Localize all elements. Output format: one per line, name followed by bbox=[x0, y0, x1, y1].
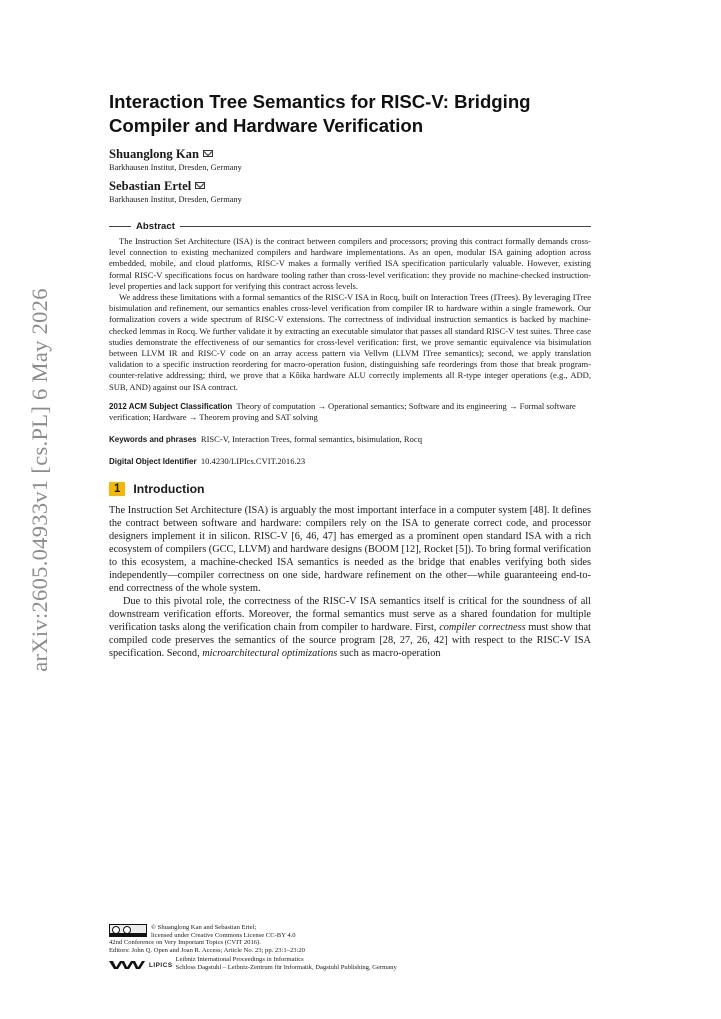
body-paragraph bbox=[109, 595, 591, 660]
section-body bbox=[109, 504, 591, 660]
abstract-rule bbox=[109, 226, 131, 227]
author-name bbox=[109, 179, 591, 194]
abstract-rule bbox=[180, 226, 591, 227]
editors-text: Editors: John Q. Open and Joan R. Access; Article No. 23; pp. 23:1–23:20 bbox=[109, 947, 305, 955]
publisher-text: Schloss Dagstuhl – Leibniz-Zentrum für Informatik, Dagstuhl Publishing, Germany bbox=[175, 963, 397, 971]
page-footer bbox=[109, 924, 591, 971]
mail-icon[interactable] bbox=[203, 150, 213, 157]
license-row bbox=[109, 924, 591, 939]
abstract-body bbox=[109, 236, 591, 393]
text-run: Due to this pivotal role, the correctness of the RISC-V ISA semantics itself is critical for the soundness of all downstream verification efforts. Moreover, the formal semantics must serve as a shared foundation for multiple verification tasks along the verification chain from compiler to hardware. First, bbox=[109, 595, 591, 633]
lipics-logo-icon bbox=[109, 956, 147, 970]
acm-label: 2012 ACM Subject Classification bbox=[109, 401, 233, 411]
author-affiliation: Barkhausen Institut, Dresden, Germany bbox=[109, 195, 242, 204]
author-name-text: Shuanglong Kan bbox=[109, 147, 199, 161]
copyright-text: © Shuanglong Kan and Sebastian Ertel; bbox=[151, 924, 257, 931]
arxiv-stamp-text: arXiv:2605.04933v1 [cs.PL] 6 May 2026 bbox=[27, 288, 52, 672]
license-text: licensed under Creative Commons License CC-BY 4.0 bbox=[151, 931, 296, 939]
doi-label: Digital Object Identifier bbox=[109, 457, 197, 467]
acm-classification bbox=[109, 401, 591, 423]
arxiv-stamp bbox=[10, 270, 70, 690]
abstract-label: Abstract bbox=[136, 221, 175, 232]
text-run: such as macro-operation bbox=[337, 647, 441, 659]
keywords-value: RISC-V, Interaction Trees, formal semantics, bisimulation, Rocq bbox=[200, 434, 422, 445]
doi-value[interactable]: 10.4230/LIPIcs.CVIT.2016.23 bbox=[200, 456, 306, 467]
paper-title: Interaction Tree Semantics for RISC-V: Bridging Compiler and Hardware Verification bbox=[109, 91, 531, 136]
cc-by-badge-icon[interactable] bbox=[109, 924, 147, 937]
section-heading bbox=[109, 482, 591, 496]
conference-text: 42nd Conference on Very Important Topics (CVIT 2016). bbox=[109, 939, 261, 947]
section-number: 1 bbox=[109, 482, 125, 496]
metadata bbox=[109, 401, 591, 468]
abstract-header bbox=[109, 221, 591, 232]
author-name bbox=[109, 147, 591, 162]
lipics-row bbox=[109, 956, 591, 971]
lipics-text bbox=[176, 956, 397, 971]
doi bbox=[109, 456, 591, 467]
lipics-wordmark: LIPICS bbox=[149, 961, 173, 969]
abstract-paragraph: We address these limitations with a formal semantics of the RISC-V ISA in Rocq, built on Interaction Trees (ITrees). By leveraging ITree bisimulation and refinement, our semantics enables cross-level verification from compiler IR to hardware within a single framework. Our formalization covers a wide spectrum of RISC-V extensions. The correctness of individual instruction semantics is backed by machine-checked lemmas in Rocq. We further validate it by extracting an executable simulator that passes all standard RISC-V test suites. Three case studies demonstrate the effectiveness of our semantics for cross-level verification: first, we prove semantic equivalence via bisimulation between LLVM IR and RISC-V code on an array access pattern via Vellvm (LLVM ITree semantics); second, we apply translation validation to a specific instruction reordering for macro-operation fusion, distinguishing safe reorderings from those that break program-counter-relative addressing; third, we prove that a Kôika hardware ALU correctly implements all R-type integer operations (e.g., ADD, SUB, AND) against our ISA contract. bbox=[109, 292, 591, 392]
paper-content bbox=[109, 90, 591, 660]
series-text: Leibniz International Proceedings in Informatics bbox=[175, 955, 304, 963]
section-title: Introduction bbox=[133, 481, 205, 496]
body-paragraph: The Instruction Set Architecture (ISA) is arguably the most important interface in a computer system [48]. It defines the contract between software and hardware: compilers rely on the ISA to generate correct code, and processor designers implement it in silicon. RISC-V [6, 46, 47] has emerged as a prominent open standard ISA with a rich ecosystem of compilers (GCC, LLVM) and hardware designs (BOOM [12], Rocket [5]). To bring formal verification to this ecosystem, a machine-checked ISA semantics is needed as the bridge that enables verifying both sides independently—compiler correctness on one side, hardware refinement on the other—while guaranteeing end-to-end correctness of the whole system. bbox=[109, 504, 591, 594]
author-block bbox=[109, 179, 591, 205]
author-block bbox=[109, 147, 591, 173]
emphasis-text: microarchitectural optimizations bbox=[202, 647, 338, 659]
abstract-paragraph: The Instruction Set Architecture (ISA) is the contract between compilers and processors; proving this contract formally demands cross-level connection to existing mechanized compilers and hardware implementations. As an open, modular ISA gaining adoption across embedded, mobile, and cloud platforms, RISC-V makes a formally verified ISA specification particularly valuable. However, existing formal RISC-V specifications focus on hardware tooling rather than cross-level verification: they provide no machine-checked instruction-level properties and lack support for verifying this contract across levels. bbox=[109, 236, 591, 291]
text-run: must show that compiled code preserves the semantics of the source program [28, 27, 26, 42] with respect to the RISC-V ISA specification. Second, bbox=[109, 621, 591, 659]
keywords bbox=[109, 434, 591, 445]
author-affiliation: Barkhausen Institut, Dresden, Germany bbox=[109, 163, 242, 172]
mail-icon[interactable] bbox=[195, 182, 205, 189]
author-name-text: Sebastian Ertel bbox=[109, 179, 192, 193]
acm-value: Theory of computation → Operational semantics; Software and its engineering → Formal software verification; Hardware → Theorem proving and SAT solving bbox=[109, 400, 576, 423]
keywords-label: Keywords and phrases bbox=[109, 435, 197, 445]
emphasis-text: compiler correctness bbox=[439, 621, 526, 633]
